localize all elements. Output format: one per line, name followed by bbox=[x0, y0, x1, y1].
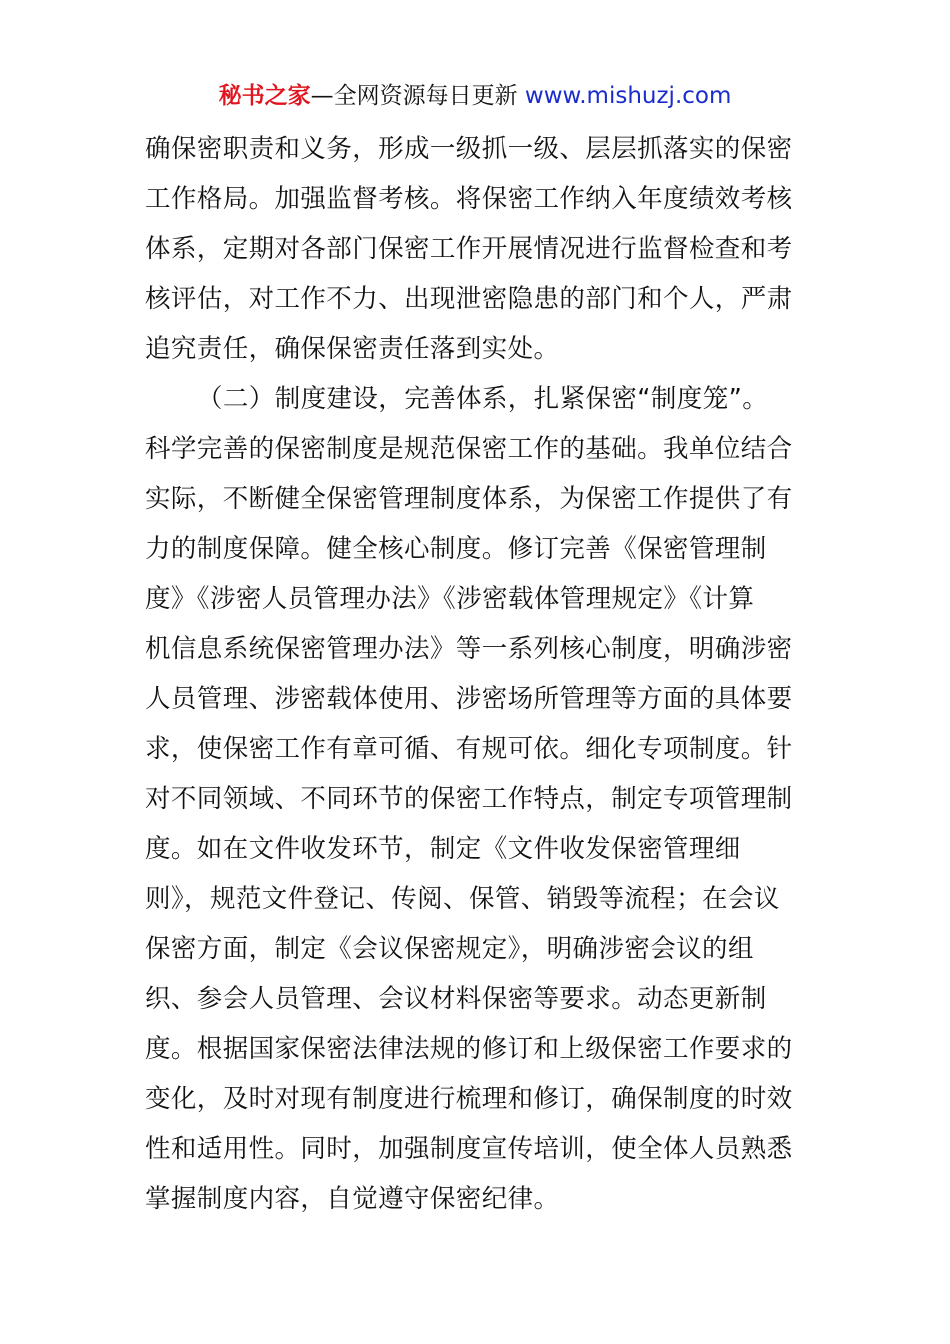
text-line: 度。根据国家保密法律法规的修订和上级保密工作要求的 bbox=[145, 1034, 793, 1064]
text-line: 力的制度保障。健全核心制度。修订完善《保密管理制 bbox=[145, 534, 767, 564]
text-line: 机信息系统保密管理办法》等一系列核心制度，明确涉密 bbox=[145, 634, 793, 664]
text-line: 织、参会人员管理、会议材料保密等要求。动态更新制 bbox=[145, 984, 767, 1014]
text-line: 变化，及时对现有制度进行梳理和修订，确保制度的时效 bbox=[145, 1084, 793, 1114]
brand-name: 秘书之家 bbox=[218, 83, 311, 109]
text-line: 度。如在文件收发环节，制定《文件收发保密管理细 bbox=[145, 834, 741, 864]
section-heading: （二）制度建设，完善体系，扎紧保密“制度笼”。 bbox=[197, 384, 769, 414]
text-line: 确保密职责和义务，形成一级抓一级、层层抓落实的保密 bbox=[145, 134, 793, 164]
text-line: 对不同领域、不同环节的保密工作特点，制定专项管理制 bbox=[145, 784, 793, 814]
text-line: 求，使保密工作有章可循、有规可依。细化专项制度。针 bbox=[145, 734, 793, 764]
site-url: www.mishuzj.com bbox=[524, 83, 732, 109]
text-line: 核评估，对工作不力、出现泄密隐患的部门和个人，严肃 bbox=[145, 284, 793, 314]
text-line: 体系，定期对各部门保密工作开展情况进行监督检查和考 bbox=[145, 234, 793, 264]
text-line: 工作格局。加强监督考核。将保密工作纳入年度绩效考核 bbox=[145, 184, 793, 214]
text-line: 科学完善的保密制度是规范保密工作的基础。我单位结合 bbox=[145, 434, 793, 464]
text-line: 保密方面，制定《会议保密规定》，明确涉密会议的组 bbox=[145, 934, 754, 964]
text-line: 度》《涉密人员管理办法》《涉密载体管理规定》《计算 bbox=[145, 584, 755, 614]
text-line: 则》，规范文件登记、传阅、保管、销毁等流程；在会议 bbox=[145, 884, 780, 914]
text-line: 追究责任，确保保密责任落到实处。 bbox=[145, 334, 560, 364]
page-header bbox=[0, 78, 950, 114]
text-line: 实际，不断健全保密管理制度体系，为保密工作提供了有 bbox=[145, 484, 793, 514]
document-body bbox=[145, 124, 810, 1224]
text-line: 人员管理、涉密载体使用、涉密场所管理等方面的具体要 bbox=[145, 684, 793, 714]
header-tagline: —全网资源每日更新 bbox=[310, 83, 518, 109]
text-line: 性和适用性。同时，加强制度宣传培训，使全体人员熟悉 bbox=[145, 1134, 793, 1164]
text-line: 掌握制度内容，自觉遵守保密纪律。 bbox=[145, 1184, 560, 1214]
